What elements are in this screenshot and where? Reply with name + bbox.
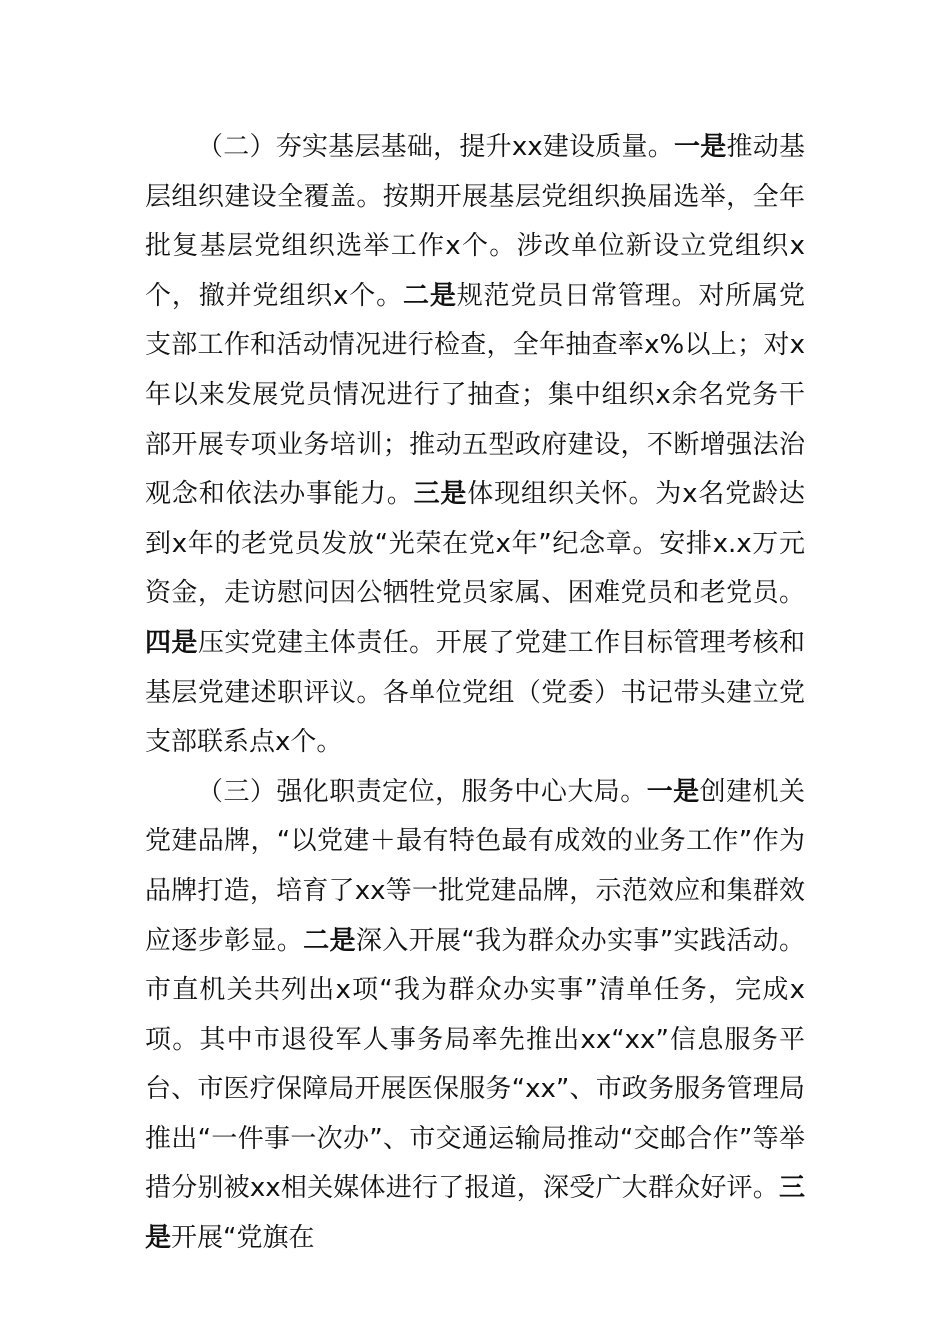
paragraph-3-text-3: 开展“党旗在	[171, 1223, 315, 1254]
paragraph-3-text-1: 创建机关党建品牌，“以党建＋最有特色最有成效的业务工作”作为品牌打造，培育了xx等一批党建品牌，示范效应和集群效应逐步彰显。	[145, 776, 805, 956]
paragraph-2-text-4: 压实党建主体责任。开展了党建工作目标管理考核和基层党建述职评议。各单位党组（党委）书记带头建立党支部联系点x个。	[145, 627, 805, 758]
bold-marker-2: 二是	[303, 925, 356, 956]
bold-marker-3: 三是	[413, 479, 468, 510]
paragraph-2-text-1: 推动基层组织建设全覆盖。按期开展基层党组织换届选举，全年批复基层党组织选举工作x个。涉改单位新设立党组织x个，撤并党组织x个。	[145, 132, 805, 311]
paragraph-3-text-2: 深入开展“我为群众办实事”实践活动。市直机关共列出x项“我为群众办实事”清单任务，完成x项。其中市退役军人事务局率先推出xx“xx”信息服务平台、市医疗保障局开展医保服务“xx”、市政务服务管理局推出“一件事一次办”、市交通运输局推动“交邮合作”等举措分别被xx相关媒体进行了报道，深受广大群众好评。	[145, 925, 805, 1204]
paragraph-3	[145, 768, 805, 1264]
document-body	[145, 123, 805, 1264]
paragraph-3-heading: （三）强化职责定位，服务中心大局。	[197, 776, 647, 807]
bold-marker-1: 一是	[646, 776, 700, 807]
paragraph-2-heading: （二）夯实基层基础，提升xx建设质量。	[197, 132, 675, 162]
paragraph-2-text-3: 体现组织关怀。为x名党龄达到x年的老党员发放“光荣在党x年”纪念章。安排x.x万元资金，走访慰问因公牺牲党员家属、困难党员和老党员。	[145, 479, 805, 609]
bold-marker-4: 四是	[145, 627, 198, 658]
paragraph-2-text-2: 规范党员日常管理。对所属党支部工作和活动情况进行检查，全年抽查率x%以上；对x年以来发展党员情况进行了抽查；集中组织x余名党务干部开展专项业务培训；推动五型政府建设，不断增强法治观念和依法办事能力。	[145, 280, 805, 510]
bold-marker-3: 三是	[145, 1173, 805, 1254]
paragraph-2	[145, 123, 805, 768]
bold-marker-1: 一是	[674, 132, 727, 162]
bold-marker-2: 二是	[402, 280, 457, 311]
